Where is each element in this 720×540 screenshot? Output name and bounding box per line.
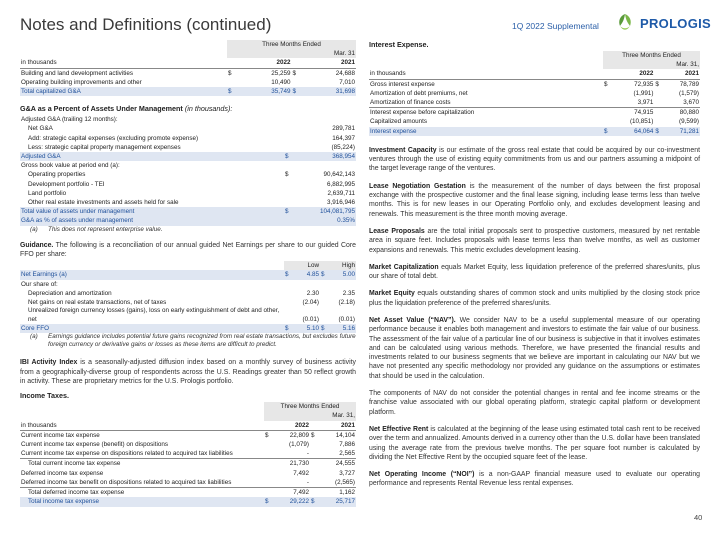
section-heading: Interest Expense. xyxy=(369,40,429,49)
ibi-paragraph: IBI Activity Index is a seasonally-adjusted diffusion index based on a monthly survey of business activity from a geographically-diverse group of respondents across the U.S. Readings greater than 50 reflect growth in activity. These are proprietary metrics for the U.S. Prologis portfolio. xyxy=(20,359,356,385)
band-header: Three Months Ended xyxy=(227,40,356,49)
table-row: Land portfolio 2,639,711 xyxy=(28,189,355,197)
prologis-logo xyxy=(614,12,711,34)
table-row: Operating properties $ 90,642,143 xyxy=(28,171,355,179)
definition-paragraph: Market Equity equals outstanding shares of common stock and units multiplied by the closing stock price plus the liquidation preference of the preferred shares/units. xyxy=(369,290,700,307)
page-title: Notes and Definitions (continued) xyxy=(20,15,272,34)
right-column xyxy=(369,40,700,497)
table-row: Depreciation and amortization 2.30 2.35 xyxy=(28,289,355,297)
table-row: Capitalized amounts (10,851) (9,599) xyxy=(370,118,699,126)
band-header: Three Months Ended xyxy=(603,51,700,60)
definition-paragraph: Investment Capacity is our estimate of the gross real estate that could be acquired by our co-investment ventures through the use of existing equity commitments from us and our partners assuming a midpoint of the target leverage range of the ventures. xyxy=(369,146,700,173)
definition-paragraph: Net Effective Rent is calculated at the beginning of the lease using estimated total cash rent to be received over the term and annualized. Amounts derived in a currency other than the U.S. dollar have been translated using the average rate from the previous twelve months. The per square foot number is calculated by dividing the Net Effective Rent by the occupied square feet of the lease. xyxy=(369,425,701,461)
table-row: Current income tax expense (benefit) on dispositions (1,079) 7,886 xyxy=(21,441,355,449)
table-row: Amortization of finance costs 3,971 3,670 xyxy=(370,99,699,107)
capitalized-ga-table xyxy=(20,40,356,96)
table-row: Total deferred income tax expense 7,492 1,162 xyxy=(20,488,356,498)
table-row: Interest expense before capitalization 74,915 80,880 xyxy=(370,109,699,117)
section-heading: G&A as a Percent of Assets Under Management (in thousands): xyxy=(20,104,233,114)
income-taxes-table: Three Months Ended Mar. 31, in thousands 2022 2021 Current income tax expense $ 22,809 $ 14,104 Current income tax expense (benefit) on dispositions (1,079) 7,886 Current income tax expense on dispositions related to acquired tax liabilities - 2,565 Total current income tax expense 21,730 24,555 Deferred income tax expense 7,492 3,727 Deferred income tax benefit on dispositions related to acquired tax liabilities - (2,565) Total deferred income tax expense 7,492 1,162 Total income tax expense $ 29,222 $ 25,717 xyxy=(21,403,355,506)
table-row: Less: strategic capital property management expenses (85,224) xyxy=(28,143,355,151)
table-row: Add: strategic capital expenses (excluding promote expense) 164,397 xyxy=(28,134,355,142)
row-label-header: in thousands xyxy=(20,421,264,431)
interest-expense-table: Three Months Ended Mar. 31, in thousands 2022 2021 Gross interest expense $ 72,935 $ 78,789 Amortization of debt premiums, net (1,991) (1,579) Amortization of finance costs 3,971 3,670 Interest expense before capitalization 74,915 80,880 Capitalized amounts (10,851) (9,599) Interest expense $ 64,064 $ 71,281 xyxy=(370,52,699,135)
row-label-header: in thousands xyxy=(20,58,227,68)
table-row: Our share of: xyxy=(21,280,58,288)
table-row: Adjusted G&A (trailing 12 months): xyxy=(21,116,118,124)
table-row: Deferred income tax expense 7,492 3,727 xyxy=(21,469,355,477)
left-column xyxy=(20,40,356,507)
logo-wordmark: PROLOGIS xyxy=(640,15,712,31)
total-row: Adjusted G&A $ 368,954 xyxy=(21,153,355,161)
table-row: Net G&A 289,781 xyxy=(28,125,355,133)
total-row: Total income tax expense $ 29,222 $ 25,717 xyxy=(20,497,356,506)
band-header: Three Months Ended xyxy=(264,402,356,411)
table-row: Current income tax expense on dispositions related to acquired tax liabilities - 2,565 xyxy=(21,450,355,458)
definition-paragraph: Net Operating Income (“NOI”) is a non-GAAP financial measure used to evaluate our operating performance and represents Rental Revenue less rental expenses. xyxy=(369,471,700,488)
table-row: Gross interest expense $ 72,935 $ 78,789 xyxy=(370,80,699,88)
table-row: Unrealized foreign currency losses (gains), loss on early extinguishment of debt and other, net (0.01) (0.01) xyxy=(28,307,355,323)
total-row: Total capitalized G&A $ 35,749 $ 31,698 xyxy=(21,88,355,96)
table-row: Gross book value at period end (a): xyxy=(21,162,120,170)
guidance-intro: Guidance. The following is a reconciliation of our annual guided Net Earnings per share to our guided Core FFO per share: xyxy=(20,242,356,258)
year-header: 2022 xyxy=(236,58,292,68)
definition-paragraph: The components of NAV do not consider the potential changes in rental and fee income streams or the franchise value associated with our global operating platform, strategic capital platform or development platform. xyxy=(369,390,700,416)
sub-header: Mar. 31, xyxy=(264,411,356,420)
table-row: Total current income tax expense 21,730 24,555 xyxy=(20,459,356,469)
table-row: Other real estate investments and assets held for sale 3,916,946 xyxy=(28,199,355,207)
table-row: Building and land development activities $ 25,259 $ 24,688 xyxy=(21,69,355,77)
total-row: Interest expense $ 64,064 $ 71,281 xyxy=(370,127,699,135)
sub-header: Mar. 31 xyxy=(227,49,356,58)
definition-paragraph: Lease Negotiation Gestation is the measurement of the number of days between the first proposal exchange with the prospective customer and the final lease signing, including lease terms less than twelve months. This is for new leases in our Operating Portfolio only, and excludes development leasing and renewals. This measurement is the three month moving average. xyxy=(369,182,700,218)
total-row: Total value of assets under management $ 104,081,795 xyxy=(21,208,355,216)
table-row: Development portfolio - TEI 6,882,995 xyxy=(28,180,355,188)
table-row: Net gains on real estate transactions, net of taxes (2.04) (2.18) xyxy=(28,298,355,306)
definition-paragraph: Net Asset Value (“NAV”). We consider NAV to be a useful supplemental measure of our operating performance because it enables both management and investors to estimate the fair value of our business. The assessment of the fair value of a particular line of our business is subjective in that it involves estimates and can be calculated using various methods. Therefore, we have presented the financial results and investments related to our business segments that we believe are important in calculating our NAV but we have not presented any specific methodology nor provided any guidance on the assumptions or estimates that should be used in the calculation. xyxy=(369,316,700,380)
high-header: High xyxy=(329,261,356,270)
total-row: G&A as % of assets under management 0.35% xyxy=(21,217,355,225)
year-header: 2021 xyxy=(301,58,357,68)
supplemental-label: 1Q 2022 Supplemental xyxy=(512,21,599,31)
low-header: Low xyxy=(293,261,320,270)
guidance-table xyxy=(20,261,356,333)
sub-header: Mar. 31, xyxy=(603,60,700,69)
table-row: Amortization of debt premiums, net (1,991) (1,579) xyxy=(370,89,699,97)
definition-paragraph: Market Capitalization equals Market Equity, less liquidation preference of the preferred shares/units, plus our share of total debt. xyxy=(369,263,700,281)
page-number: 40 xyxy=(694,513,703,522)
total-row: Net Earnings (a) $ 4.85 $ 5.00 xyxy=(21,271,355,279)
footnote: (a) This does not represent enterprise value. xyxy=(30,225,163,233)
table-row: Current income tax expense $ 22,809 $ 14,104 xyxy=(21,431,355,439)
table-row: Deferred income tax benefit on dispositions related to acquired tax liabilities - (2,565) xyxy=(21,478,355,486)
total-row: Core FFO $ 5.10 $ 5.16 xyxy=(21,325,355,333)
ga-aum-table xyxy=(20,115,356,225)
row-label-header: in thousands xyxy=(369,69,603,79)
section-heading: Income Taxes. xyxy=(20,391,70,401)
footnote: (a) Earnings guidance includes potential future gains recognized from real estate transactions, but excludes future foreign currency or derivative gains or losses as these items are difficult to predict. xyxy=(30,333,356,348)
prologis-leaf-icon xyxy=(614,12,636,34)
table-row: Operating building improvements and other 10,490 7,010 xyxy=(21,78,355,86)
definition-paragraph: Lease Proposals are the total initial proposals sent to prospective customers, measured by net rentable area in square feet. Includes proposals with lease terms less than twelve months, as well as customer expansions and renewals. This metric excludes development leasing. xyxy=(369,227,700,254)
